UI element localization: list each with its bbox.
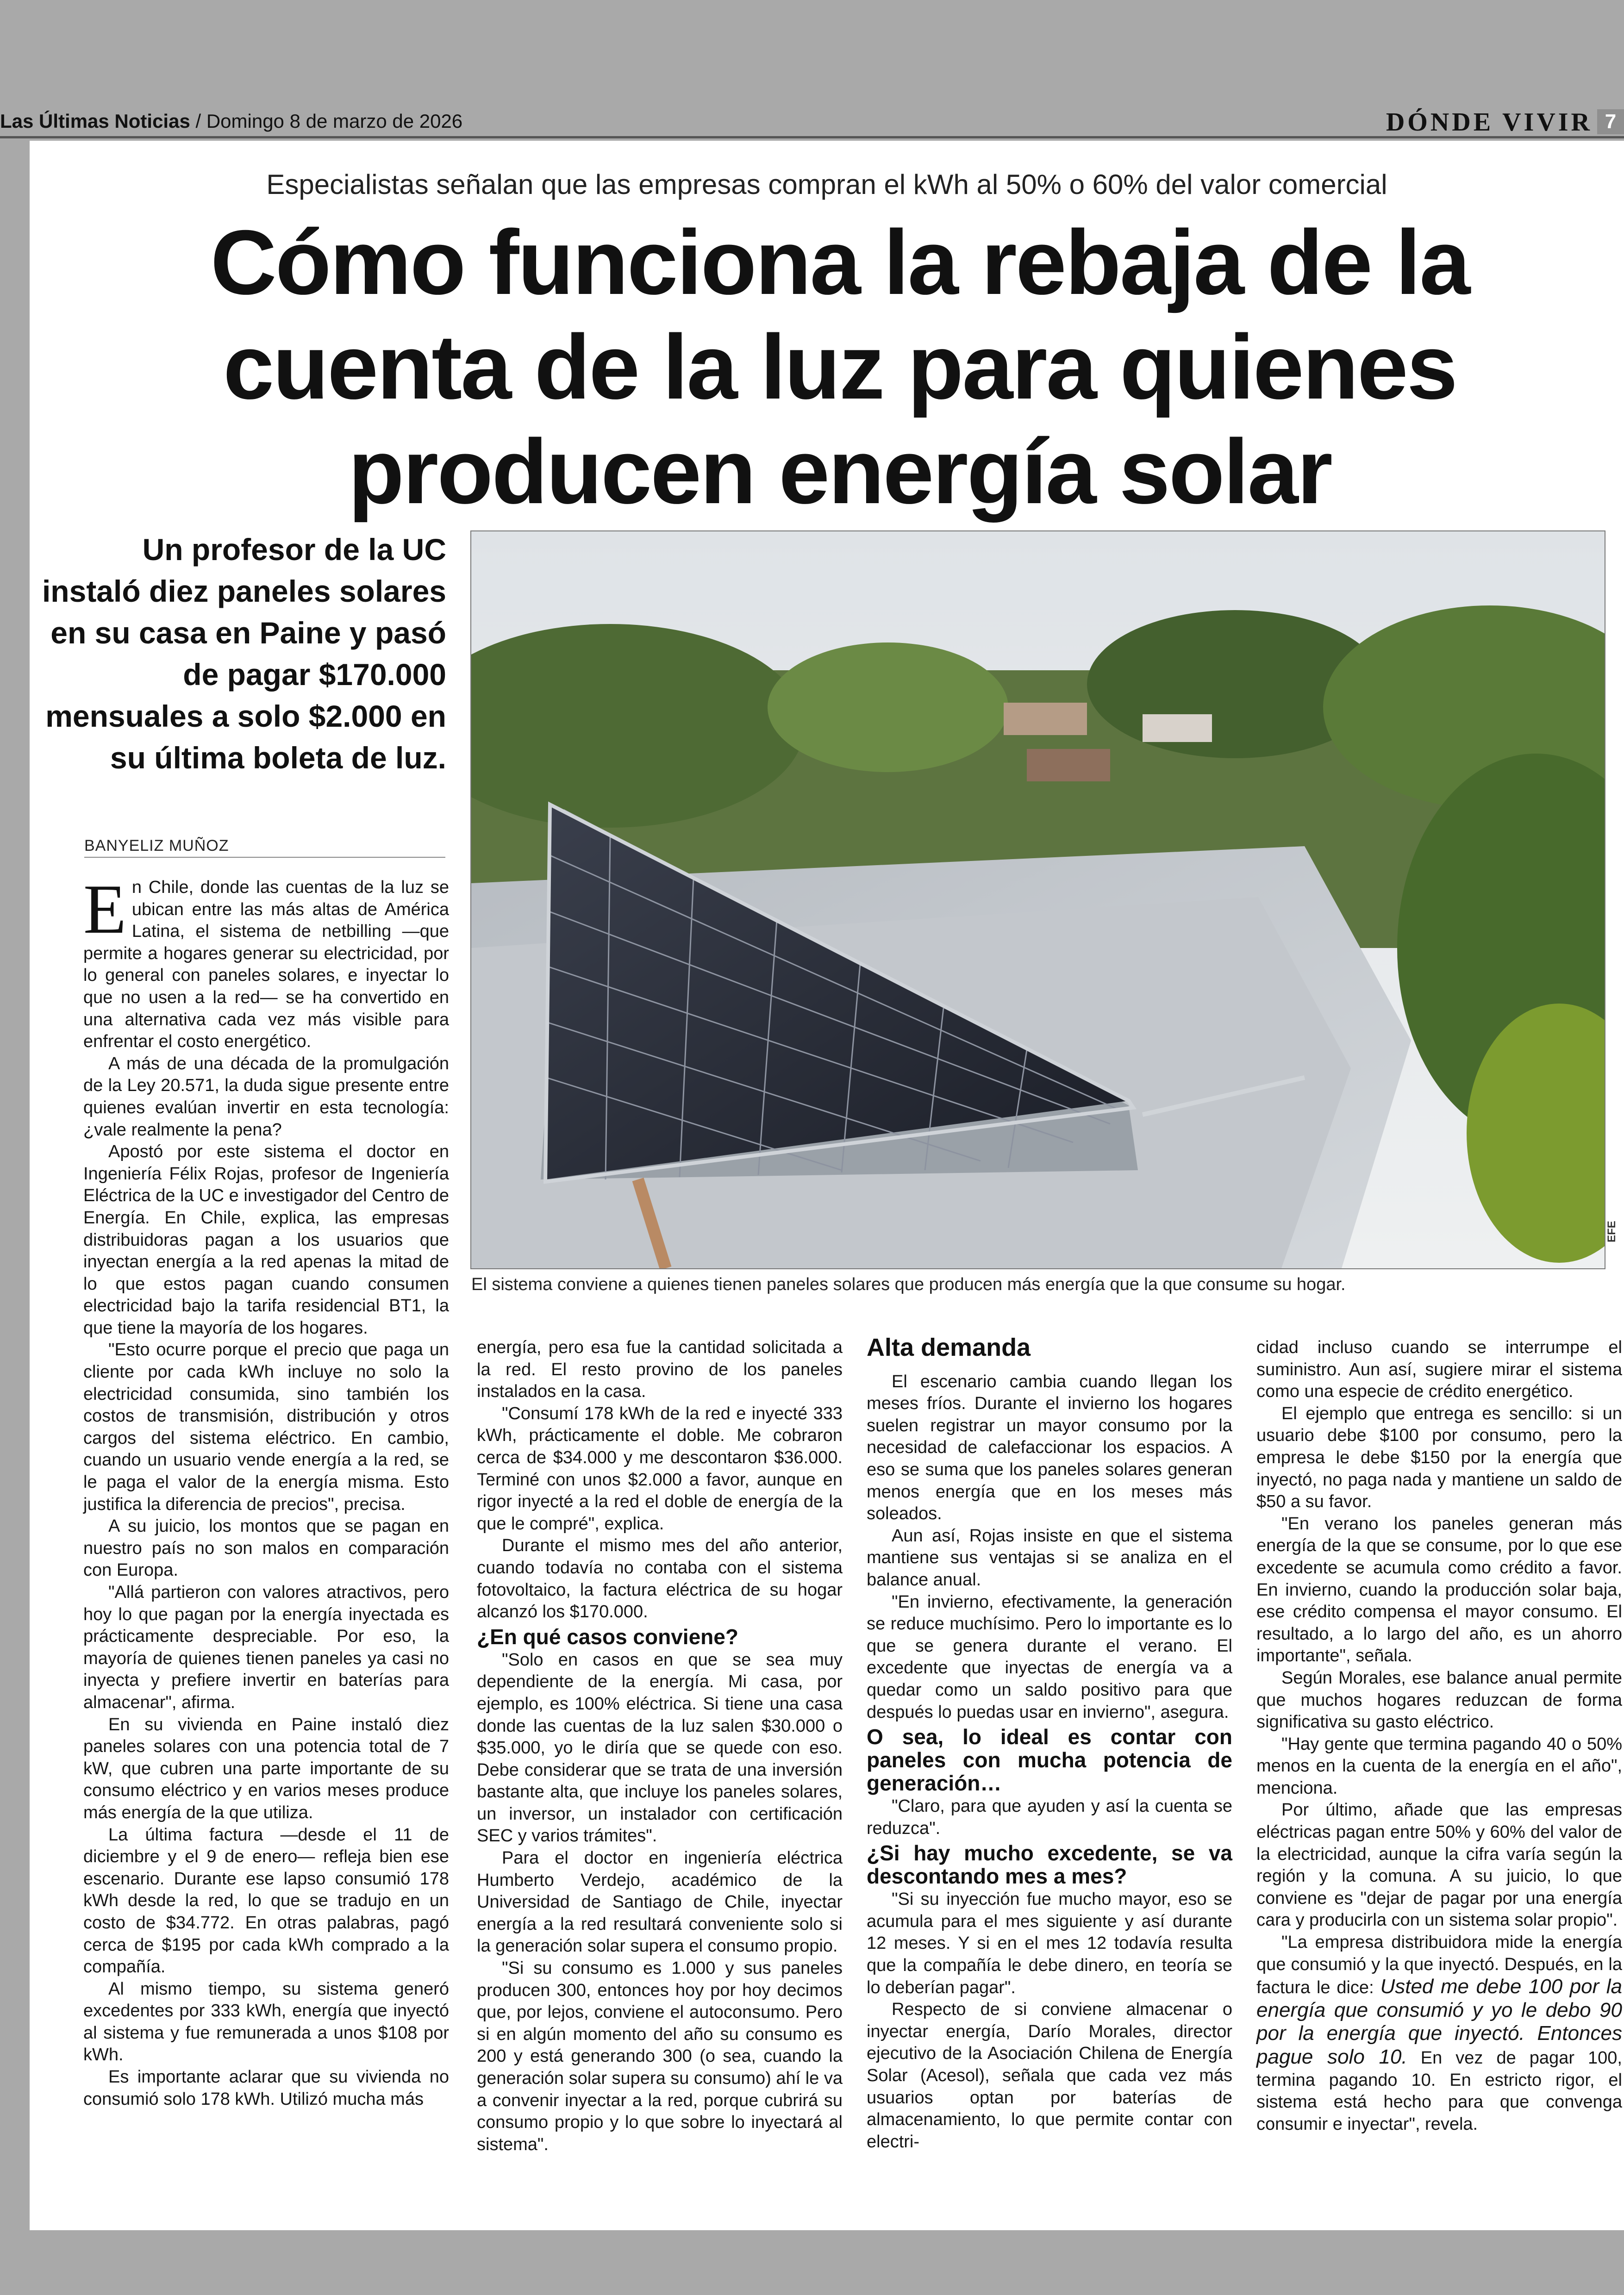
paragraph: La última factura —desde el 11 de diciembre y el 9 de enero— refleja bien ese escenario. Durante ese lapso consumió 178 kWh desde la red, lo que se tradujo en un costo de $34.772. En otras palabras, pagó cerca de $195 por cada kWh comprado a la compañía. <box>83 1825 449 1977</box>
quote-start: "La empresa distribuidora mide la energía que consumió y la que inyectó. Después, en la factura le dice: <box>1256 1933 1622 1998</box>
paragraph: Según Morales, ese balance anual permite que muchos hogares reduzcan de forma significativa su gasto eléctrico. <box>1256 1668 1622 1732</box>
paragraph: "Si su consumo es 1.000 y sus paneles producen 300, entonces hoy por hoy decimos que, por lejos, conviene el autoconsumo. Pero si en algún momento del año su consumo es 200 y está generando 300 (o sea, cuando la generación solar supera su consumo) ahí le va a convenir inyectar a la red, porque cubrirá su consumo propio y lo que sobre lo inyectará al sistema". <box>477 1958 843 2154</box>
kicker: Especialistas señalan que las empresas compran el kWh al 50% o 60% del valor comercial <box>266 169 1387 200</box>
paragraph-text: n Chile, donde las cuentas de la luz se ubican entre las más altas de América Latina, el sistema de netbilling —que permite a hogares generar su electricidad, por lo general con paneles solares, e inyectar lo que no usen a la red— se ha convertido en una alternativa cada vez más visible para enfrentar el costo energético. <box>83 878 449 1052</box>
paragraph: "Hay gente que termina pagando 40 o 50% menos en la cuenta de la energía en el año", menciona. <box>1256 1734 1622 1798</box>
article-column-1 <box>83 870 449 2110</box>
photo-credit: EFE <box>1605 1221 1618 1242</box>
paragraph: El escenario cambia cuando llegan los meses fríos. Durante el invierno los hogares suelen registrar un mayor consumo por la necesidad de calefaccionar los espacios. A eso se suma que los paneles solares generan menos energía que en los meses más soleados. <box>867 1372 1232 1524</box>
paragraph: Aun así, Rojas insiste en que el sistema mantiene sus ventajas si se analiza en el balance anual. <box>867 1526 1232 1590</box>
solar-panel-photo <box>470 530 1605 1269</box>
drop-cap: E <box>83 870 126 948</box>
subheading: ¿Si hay mucho excedente, se va descontando mes a mes? <box>867 1841 1232 1889</box>
photo-caption: El sistema conviene a quienes tienen paneles solares que producen más energía que la que consume su hogar. <box>471 1275 1346 1294</box>
section-name: DÓNDE VIVIR <box>1386 108 1593 137</box>
paragraph: "Allá partieron con valores atractivos, pero hoy lo que pagan por la energía inyectada es prácticamente despreciable. Por eso, la mayoría de quienes tienen paneles ya casi no inyecta y prefiere invertir en baterías para almacenar", afirma. <box>83 1583 449 1712</box>
paragraph: "Consumí 178 kWh de la red e inyecté 333 kWh, prácticamente el doble. Me cobraron cerca de $34.000 y me descontaron $36.000. Terminé con unos $2.000 a favor, aunque en rigor inyecté a la red el doble de energía de la que le compré", explica. <box>477 1403 843 1534</box>
paragraph: Durante el mismo mes del año anterior, cuando todavía no contaba con el sistema fotovoltaico, la factura eléctrica de su hogar alcanzó los $170.000. <box>477 1536 843 1622</box>
paragraph <box>1256 1932 1622 2135</box>
invoice-quote: Usted me debe 100 por la energía que consumió y yo le debo 90 por la energía que inyectó. Entonces pague solo 10. <box>1256 1975 1622 2068</box>
paragraph <box>83 870 449 1053</box>
paragraph: "Esto ocurre porque el precio que paga un cliente por cada kWh incluye no solo la electricidad consumida, sino también los costos de transmisión, distribución y otros cargos del sistema eléctrico. En cambio, cuando un usuario vende energía a la red, se le paga el valor de la energía misma. Esto justifica la diferencia de precios", precisa. <box>83 1340 449 1514</box>
masthead <box>0 107 1624 138</box>
paragraph: En su vivienda en Paine instaló diez paneles solares con una potencia total de 7 kW, que cubren una parte importante de su consumo eléctrico y en varios meses produce más energía de la que utiliza. <box>83 1715 449 1822</box>
subheading: O sea, lo ideal es contar con paneles con mucha potencia de generación… <box>867 1725 1232 1796</box>
paragraph: Apostó por este sistema el doctor en Ingeniería Félix Rojas, profesor de Ingeniería Eléctrica de la UC e investigador del Centro de Energía. En Chile, explica, las empresas distribuidoras pagan a los usuarios que inyectan energía a la red apenas la mitad de lo que estos pagan cuando consumen electricidad bajo la tarifa residencial BT1, la que tiene la mayoría de los hogares. <box>83 1142 449 1338</box>
paragraph: A más de una década de la promulgación de la Ley 20.571, la duda sigue presente entre quienes evalúan invertir en esta tecnología: ¿vale realmente la pena? <box>83 1054 449 1140</box>
paragraph: "Si su inyección fue mucho mayor, eso se acumula para el mes siguiente y así durante 12 meses. Y si en el mes 12 todavía resulta que la compañía le debe dinero, en teoría se lo deberían pagar". <box>867 1890 1232 1997</box>
section-heading: Alta demanda <box>867 1334 1031 1361</box>
masthead-left <box>0 110 462 132</box>
paragraph: Para el doctor en ingeniería eléctrica Humberto Verdejo, académico de la Universidad de Santiago de Chile, inyectar energía a la red resultará conveniente solo si la generación solar supera el consumo propio. <box>477 1848 843 1956</box>
paragraph: A su juicio, los montos que se pagan en nuestro país no son malos en comparación con Europa. <box>83 1516 449 1580</box>
paragraph: cidad incluso cuando se interrumpe el suministro. Aun así, sugiere mirar el sistema como una especie de crédito energético. <box>1256 1338 1622 1402</box>
masthead-separator: / <box>190 110 206 132</box>
issue-date: Domingo 8 de marzo de 2026 <box>206 110 463 132</box>
paragraph: Por último, añade que las empresas eléctricas pagan entre 50% y 60% del valor de la electricidad, aunque la cifra varía según la región y la comuna. A su juicio, lo que conviene es "dejar de pagar por una energía cara y producirla con un sistema solar propio". <box>1256 1800 1622 1930</box>
page-number: 7 <box>1597 109 1624 134</box>
lede: Un profesor de la UC instaló diez paneles solares en su casa en Paine y pasó de pagar $170.000 mensuales a solo $2.000 en su última boleta de luz. <box>42 532 446 775</box>
paragraph: "Solo en casos en que se sea muy dependiente de la energía. Mi casa, por ejemplo, es 100% eléctrica. Si tiene una casa donde las cuentas de la luz salen $30.000 o $35.000, yo le diría que se quede con eso. Debe considerar que se trata de una inversión bastante alta, que incluye los paneles solares, un inversor, un instalador con certificación SEC y varios trámites". <box>477 1650 843 1846</box>
paragraph: Es importante aclarar que su vivienda no consumió solo 178 kWh. Utilizó mucha más <box>83 2067 449 2109</box>
headline: Cómo funciona la rebaja de la cuenta de la luz para quienes producen energía solar <box>210 211 1469 523</box>
paragraph: El ejemplo que entrega es sencillo: si un usuario debe $100 por consumo, pero la empresa le debe $150 por la energía que inyectó, no paga nada y mantiene un saldo de $50 a su favor. <box>1256 1403 1622 1512</box>
article-page <box>30 141 1624 2230</box>
solar-panel-illustration <box>471 531 1605 1268</box>
paper-name: Las Últimas Noticias <box>0 110 190 132</box>
paragraph: Respecto de si conviene almacenar o inyectar energía, Darío Morales, director ejecutivo de la Asociación Chilena de Energía Solar (Acesol), señala que cada vez más usuarios optan por baterías de almacenamiento, lo que permite contar con electri- <box>867 2000 1232 2152</box>
paragraph: "Claro, para que ayuden y así la cuenta se reduzca". <box>867 1796 1232 1838</box>
article-column-2 <box>477 1337 843 2156</box>
article-column-3 <box>867 1334 1232 2153</box>
subheading: ¿En qué casos conviene? <box>477 1624 738 1649</box>
quote-end: En vez de pagar 100, termina pagando 10. En estricto rigor, el sistema está hecho para que convenga consumir e inyectar", revela. <box>1256 2048 1622 2134</box>
paragraph: "En invierno, efectivamente, la generación se reduce muchísimo. Pero lo importante es lo que se genera durante el verano. El excedente que inyectas de energía va a quedar como un saldo positivo para que después lo puedas usar en invierno", asegura. <box>867 1592 1232 1722</box>
paragraph: energía, pero esa fue la cantidad solicitada a la red. El resto provino de los paneles instalados en la casa. <box>477 1338 843 1402</box>
byline: BANYELIZ MUÑOZ <box>84 837 445 858</box>
paragraph: "En verano los paneles generan más energía de la que se consume, por lo que ese excedente se acumula como crédito a favor. En invierno, cuando la producción solar baja, ese crédito compensa el mayor consumo. El resultado, a lo largo del año, es un ahorro importante", señala. <box>1256 1514 1622 1666</box>
paragraph: Al mismo tiempo, su sistema generó excedentes por 333 kWh, energía que inyectó al sistema y fue remunerada a unos $108 por kWh. <box>83 1979 449 2065</box>
article-column-4 <box>1256 1337 1622 2135</box>
